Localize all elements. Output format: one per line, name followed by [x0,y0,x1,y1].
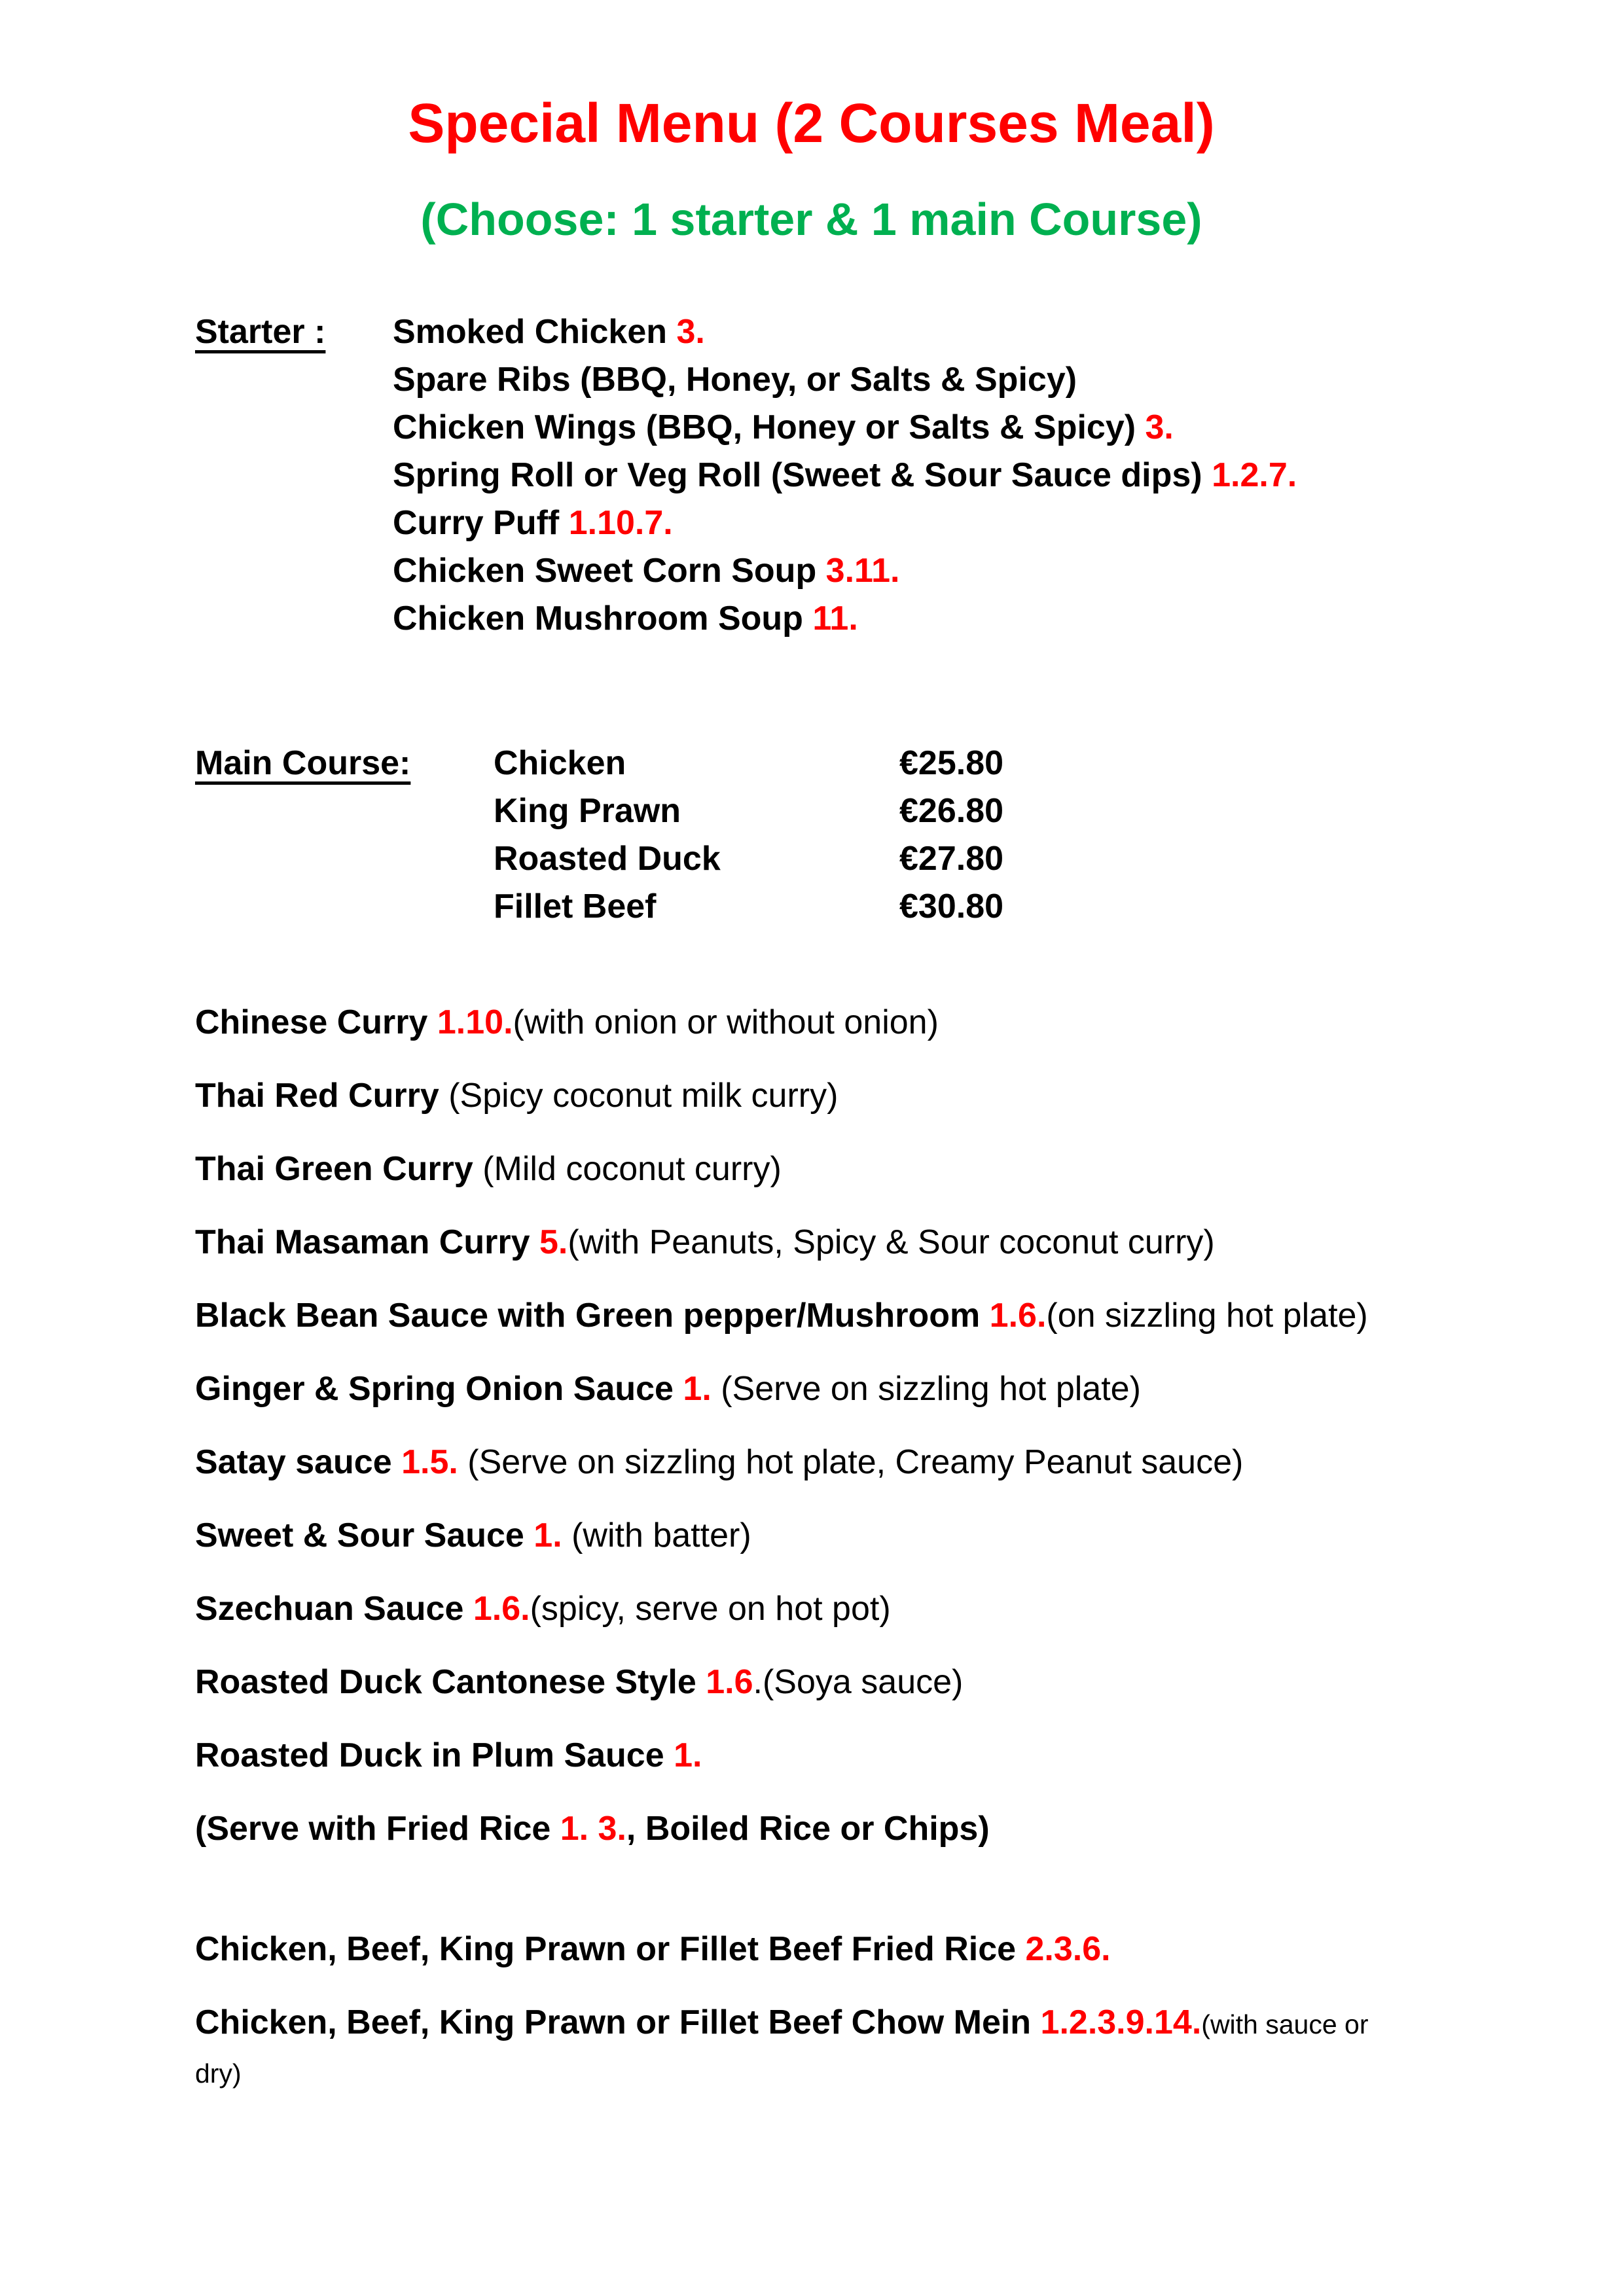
dish-line [195,1999,1428,2097]
dish-text: (on sizzling hot plate) [1046,1297,1368,1335]
dish-text: Chinese Curry [195,1003,437,1042]
dish-line [195,1805,1428,1852]
main-course-price: €27.80 [899,840,1004,878]
dish-text: . [753,1663,763,1702]
allergen-codes: 1.2.3.9.14. [1040,2003,1202,2042]
allergen-codes: 3. [1145,408,1174,447]
dish-line [195,1512,1428,1559]
main-course-price: €26.80 [899,792,1004,831]
dish-text: Thai Green Curry [195,1150,483,1189]
main-course-name: King Prawn [494,792,681,831]
main-course-row [494,883,1428,931]
allergen-codes: 1. [683,1370,712,1408]
dish-line [195,1072,1428,1119]
allergen-codes: 1.6. [473,1590,530,1628]
dish-line [195,1365,1428,1412]
dish-text: Thai Masaman Curry [195,1223,539,1262]
dish-text: Thai Red Curry [195,1077,449,1115]
page-title: Special Menu (2 Courses Meal) [408,92,1215,154]
main-course-label-text: Main Course: [195,744,411,783]
dish-line [195,1219,1428,1266]
dish-text: (spicy, serve on hot pot) [530,1590,891,1628]
starter-label [195,308,393,643]
starter-items [393,308,1428,643]
starter-item-name: Spring Roll or Veg Roll (Sweet & Sour Sauce dips) [393,456,1202,495]
dish-text: (Serve on sizzling hot plate) [711,1370,1141,1408]
main-course-section [195,740,1428,931]
allergen-codes: 1. [533,1516,562,1555]
allergen-codes: 5. [539,1223,568,1262]
page-subtitle: (Choose: 1 starter & 1 main Course) [420,193,1202,245]
dish-text: (Spicy coconut milk curry) [448,1077,839,1115]
starter-item-line [393,404,1428,452]
allergen-codes: 1.2.7. [1212,456,1297,495]
starter-item-name: Spare Ribs (BBQ, Honey, or Salts & Spicy) [393,361,1077,399]
dish-text: Chicken, Beef, King Prawn or Fillet Beef Chow Mein [195,2003,1041,2042]
dish-text: Satay sauce [195,1443,402,1482]
main-course-price: €25.80 [899,744,1004,783]
starter-section [195,308,1428,643]
allergen-codes: 1.6. [989,1297,1047,1335]
dish-text: (Soya sauce) [762,1663,964,1702]
main-course-name: Chicken [494,744,626,783]
dish-line [195,1926,1428,1973]
dish-line [195,1145,1428,1193]
starter-item-line [393,547,1428,595]
allergen-codes: 1.6 [706,1663,753,1702]
allergen-codes: 3. [676,313,705,351]
allergen-codes: 1. 3. [560,1810,626,1848]
allergen-codes: 1.10.7. [568,504,673,543]
dish-line [195,1439,1428,1486]
starter-item-name: Chicken Wings (BBQ, Honey or Salts & Spicy) [393,408,1136,447]
dish-text: Sweet & Sour Sauce [195,1516,534,1555]
starter-item-name: Chicken Mushroom Soup [393,600,803,638]
dish-text: (with batter) [562,1516,751,1555]
dish-text: , Boiled Rice or Chips) [626,1810,990,1848]
allergen-codes: 1. [674,1736,702,1775]
dish-text: Chicken, Beef, King Prawn or Fillet Beef Fried Rice [195,1930,1026,1969]
dish-text: (Mild coconut curry) [482,1150,782,1189]
dish-text: (with Peanuts, Spicy & Sour coconut curry) [568,1223,1215,1262]
dish-text: Ginger & Spring Onion Sauce [195,1370,683,1408]
dish-line [195,999,1428,1046]
starter-item-name: Chicken Sweet Corn Soup [393,552,817,590]
main-course-row [494,787,1428,835]
dish-text: Black Bean Sauce with Green pepper/Mushroom [195,1297,990,1335]
allergen-codes: 1.10. [437,1003,513,1042]
dish-text: dry) [195,2058,242,2089]
starter-item-line [393,308,1428,356]
dish-text: Roasted Duck in Plum Sauce [195,1736,674,1775]
dish-text: Roasted Duck Cantonese Style [195,1663,706,1702]
dish-line [195,1659,1428,1706]
main-course-name: Fillet Beef [494,888,657,926]
starter-item-name: Smoked Chicken [393,313,668,351]
main-course-row [494,740,1428,787]
main-course-items [494,740,1428,931]
main-course-label [195,740,494,931]
allergen-codes: 2.3.6. [1025,1930,1111,1969]
dish-line [195,1585,1428,1632]
starter-item-line [393,595,1428,643]
starter-label-text: Starter : [195,313,326,351]
main-course-row [494,835,1428,883]
allergen-codes: 3.11. [825,552,900,590]
allergen-codes: 1.5. [401,1443,458,1482]
dish-text: (Serve with Fried Rice [195,1810,560,1848]
main-course-price: €30.80 [899,888,1004,926]
starter-item-line [393,356,1428,404]
dish-line [195,1292,1428,1339]
dish-text: Szechuan Sauce [195,1590,473,1628]
starter-item-line [393,452,1428,499]
starter-item-line [393,499,1428,547]
dish-text: (with onion or without onion) [513,1003,939,1042]
allergen-codes: 11. [812,600,858,638]
starter-item-name: Curry Puff [393,504,560,543]
dish-line [195,1732,1428,1779]
dish-text: (with sauce or [1201,2009,1369,2040]
dish-list [195,999,1428,2097]
main-course-name: Roasted Duck [494,840,721,878]
dish-text: (Serve on sizzling hot plate, Creamy Peanut sauce) [458,1443,1244,1482]
